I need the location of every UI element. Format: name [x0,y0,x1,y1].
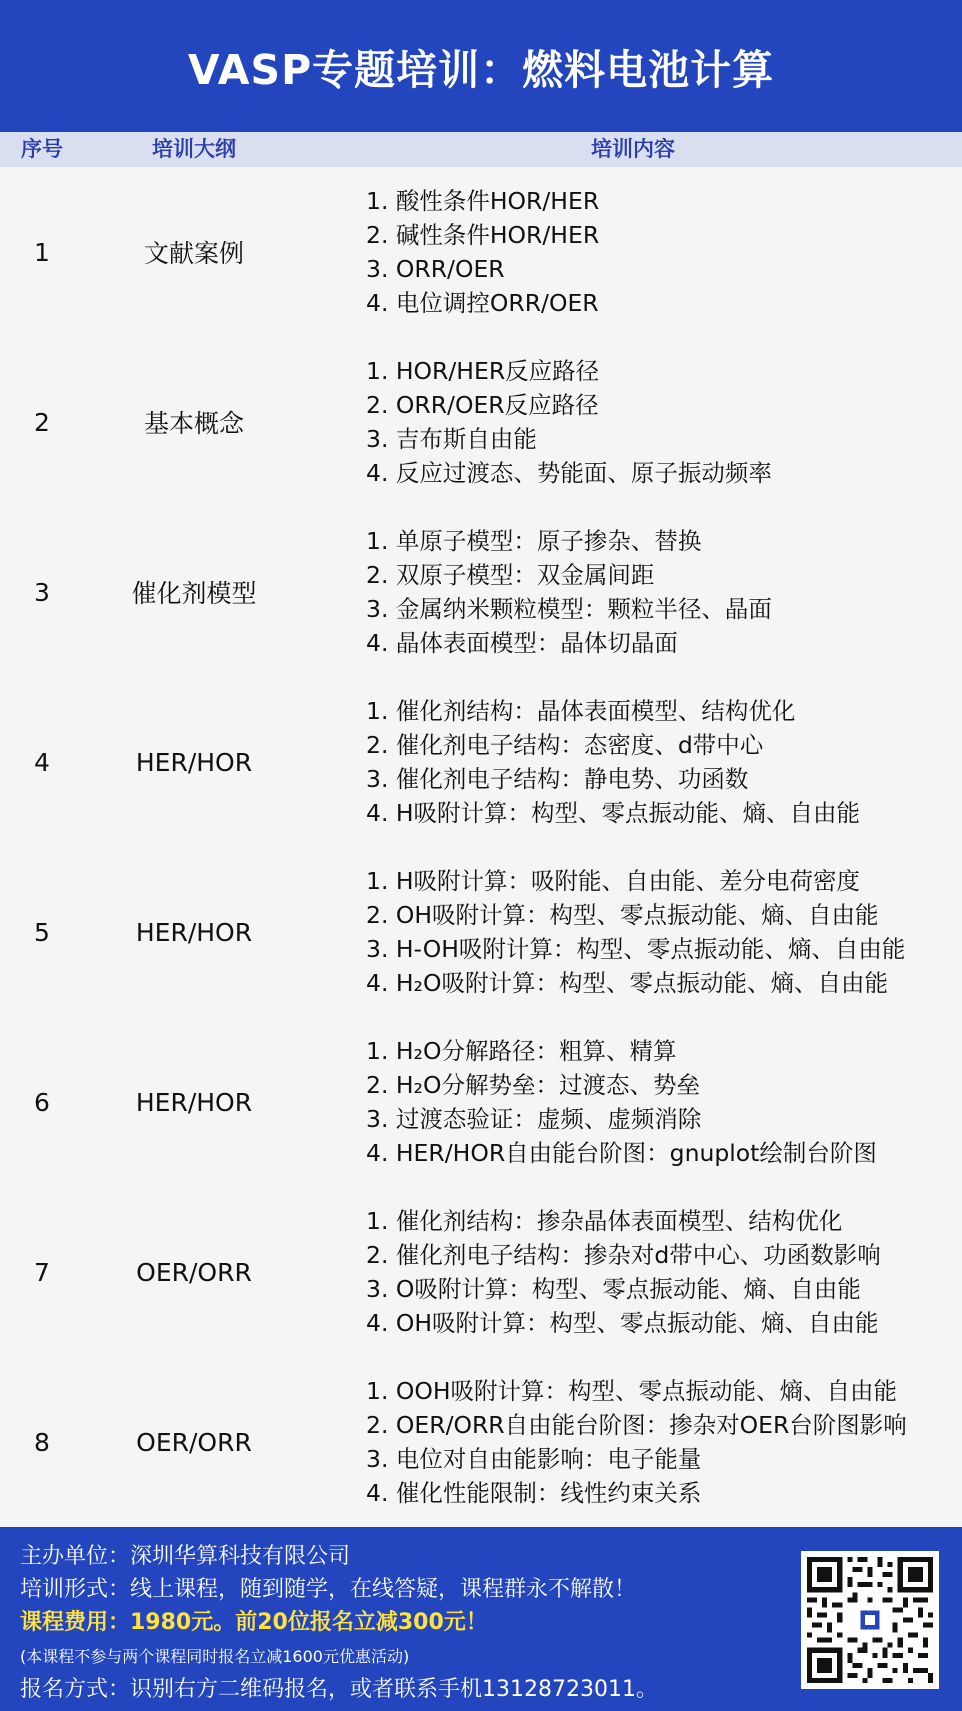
content-item: 2. 双原子模型：双金属间距 [366,561,655,589]
content-item: 4. H吸附计算：构型、零点振动能、熵、自由能 [366,799,861,827]
page-title: VASP专题培训：燃料电池计算 [187,45,775,94]
row-number: 5 [34,917,50,947]
table-row [0,1357,962,1527]
content-item: 1. OOH吸附计算：构型、零点振动能、熵、自由能 [366,1377,898,1405]
training-format-text: 培训形式：线上课程，随到随学，在线答疑，课程群永不解散！ [20,1577,637,1602]
content-item: 1. HOR/HER反应路径 [366,357,600,385]
content-item: 3. ORR/OER [366,255,505,283]
row-outline: OER/ORR [136,1427,252,1457]
qr-code-graphic [807,1557,933,1683]
row-outline: OER/ORR [136,1257,252,1287]
content-item: 4. 催化性能限制：线性约束关系 [366,1479,702,1507]
row-outline: HER/HOR [135,747,253,777]
column-header-no: 序号 [21,137,63,161]
row-number: 8 [34,1427,50,1457]
table-row [0,507,962,677]
row-content [366,337,956,507]
discount-note-text: (本课程不参与两个课程同时报名立减1600元优惠活动) [20,1647,410,1666]
row-content [366,1017,956,1187]
content-item: 1. 酸性条件HOR/HER [366,187,600,215]
content-item: 2. 催化剂电子结构：态密度、d带中心 [366,731,764,759]
content-item: 4. H₂O吸附计算：构型、零点振动能、熵、自由能 [366,969,888,997]
row-outline: HER/HOR [135,917,253,947]
content-item: 1. 催化剂结构：晶体表面模型、结构优化 [366,697,796,725]
content-item: 3. H-OH吸附计算：构型、零点振动能、熵、自由能 [366,935,906,963]
qr-code-icon[interactable] [801,1551,939,1689]
table-row [0,677,962,847]
content-item: 4. 电位调控ORR/OER [366,289,599,317]
content-item: 2. H₂O分解势垒：过渡态、势垒 [366,1071,700,1099]
row-number: 4 [34,747,50,777]
content-item: 2. OER/ORR自由能台阶图：掺杂对OER台阶图影响 [366,1411,907,1439]
content-item: 4. 晶体表面模型：晶体切晶面 [366,629,678,657]
content-item: 3. 吉布斯自由能 [366,425,537,453]
content-item: 1. 催化剂结构：掺杂晶体表面模型、结构优化 [366,1207,843,1235]
content-item: 1. 单原子模型：原子掺杂、替换 [366,527,702,555]
content-item: 3. 金属纳米颗粒模型：颗粒半径、晶面 [366,595,772,623]
table-row [0,1187,962,1357]
row-outline: 文献案例 [143,239,244,268]
content-item: 3. 催化剂电子结构：静电势、功函数 [366,765,749,793]
row-content [366,167,956,337]
course-table [0,167,962,1527]
column-header-content: 培训内容 [591,137,675,161]
row-number: 7 [34,1257,50,1287]
page-header [0,0,962,132]
column-header-outline: 培训大纲 [152,137,236,161]
row-number: 2 [34,407,50,437]
table-header [0,132,962,167]
row-outline: 催化剂模型 [131,579,257,608]
content-item: 2. 碱性条件HOR/HER [366,221,600,249]
row-number: 1 [34,237,50,267]
course-fee-text: 课程费用：1980元。前20位报名立减300元！ [20,1610,488,1635]
content-item: 3. O吸附计算：构型、零点振动能、熵、自由能 [366,1275,861,1303]
registration-text: 报名方式：识别右方二维码报名，或者联系手机13128723011。 [20,1677,658,1702]
content-item: 1. H₂O分解路径：粗算、精算 [366,1037,677,1065]
content-item: 4. HER/HOR自由能台阶图：gnuplot绘制台阶图 [366,1139,877,1167]
content-item: 3. 电位对自由能影响：电子能量 [366,1445,702,1473]
row-content [366,1187,956,1357]
row-outline: HER/HOR [135,1087,253,1117]
content-item: 2. OH吸附计算：构型、零点振动能、熵、自由能 [366,901,879,929]
content-item: 3. 过渡态验证：虚频、虚频消除 [366,1105,702,1133]
table-row [0,337,962,507]
content-item: 1. H吸附计算：吸附能、自由能、差分电荷密度 [366,867,861,895]
table-row [0,167,962,337]
content-item: 2. ORR/OER反应路径 [366,391,599,419]
content-item: 4. 反应过渡态、势能面、原子振动频率 [366,459,772,487]
content-item: 4. OH吸附计算：构型、零点振动能、熵、自由能 [366,1309,879,1337]
row-content [366,507,956,677]
row-content [366,847,956,1017]
table-row [0,847,962,1017]
table-row [0,1017,962,1187]
organizer-text: 主办单位：深圳华算科技有限公司 [20,1544,351,1569]
row-number: 3 [34,577,50,607]
row-content [366,1357,956,1527]
content-item: 2. 催化剂电子结构：掺杂对d带中心、功函数影响 [366,1241,881,1269]
row-outline: 基本概念 [143,409,244,438]
row-number: 6 [34,1087,50,1117]
row-content [366,677,956,847]
